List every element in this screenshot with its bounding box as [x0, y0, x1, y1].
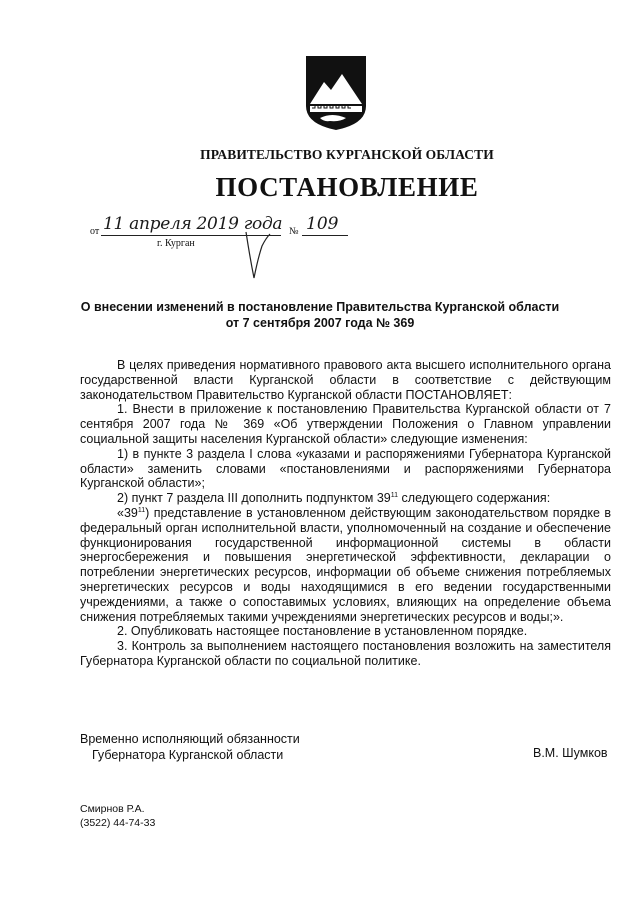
- handwritten-date: 11 апреля 2019 года: [103, 214, 283, 234]
- date-prefix: от: [90, 226, 100, 237]
- executor-info: [80, 802, 155, 830]
- signatory-position-line-2: Губернатора Курганской области: [92, 748, 284, 762]
- handwritten-flourish-icon: [240, 228, 280, 282]
- number-underline: [302, 235, 348, 236]
- signatory-position: [80, 731, 300, 763]
- item-3-paragraph: 3. Контроль за выполнением настоящего постановления возложить на заместителя Губернатора Курганской области по социальной политике.: [80, 639, 611, 668]
- executor-name: Смирнов Р.А.: [80, 803, 145, 815]
- handwritten-number: 109: [306, 214, 339, 234]
- new-subpoint-text: ) представление в установленном действующим законодательством порядке в федеральный орган исполнительной власти, уполномоченный на создание и обеспечение функционирования государственной информационной системы в области энергосбережения и повышения энергетической эффективности, декларации о потреблении энергетических ресурсов, информации об объеме снижения потребляемых энергетических ресурсов и воды находящимися в его ведении государственными учреждениями, а также о сопоставимых условиях, влияющих на определение объема снижения потребляемых такими учреждениями энергетических ресурсов и воды;».: [80, 505, 611, 624]
- document-body: [80, 358, 611, 669]
- kurgan-oblast-coat-of-arms-icon: [302, 52, 370, 132]
- signatory-position-line-1: Временно исполняющий обязанности: [80, 732, 300, 746]
- item-1-paragraph: 1. Внести в приложение к постановлению Правительства Курганской области от 7 сентября 2007 года № 369 «Об утверждении Положения о Главном управлении социальной защиты населения Курганской области» следующие изменения:: [80, 402, 611, 446]
- subitem-2-superscript: 11: [390, 492, 399, 500]
- issuing-city: г. Курган: [157, 238, 195, 249]
- number-prefix: №: [289, 226, 299, 237]
- new-subpoint-superscript: 11: [137, 506, 146, 514]
- document-type-title: ПОСТАНОВЛЕНИЕ: [215, 172, 479, 202]
- item-2-paragraph: 2. Опубликовать настоящее постановление в установленном порядке.: [117, 624, 528, 639]
- document-subject: [80, 299, 560, 331]
- subitem-1-paragraph: 1) в пункте 3 раздела I слова «указами и распоряжениями Губернатора Курганской области» заменить словами «постановлениями и распоряжениями Губернатора Курганской области»;: [80, 446, 611, 491]
- executor-phone: (3522) 44-74-33: [80, 817, 156, 829]
- signatory-name: В.М. Шумков: [533, 746, 608, 760]
- subitem-2-paragraph: [80, 491, 611, 506]
- new-subpoint-start: «39: [117, 505, 138, 520]
- preamble-paragraph: В целях приведения нормативного правового акта высшего исполнительного органа государственной власти Курганской области в соответствие с действующим законодательством Правительство Курганской области ПОСТАНОВЛЯЕТ:: [80, 358, 611, 402]
- new-subpoint-paragraph: [80, 506, 611, 624]
- organization-name: ПРАВИТЕЛЬСТВО КУРГАНСКОЙ ОБЛАСТИ: [200, 147, 494, 162]
- subject-line-2: от 7 сентября 2007 года № 369: [225, 316, 415, 330]
- subitem-2-text-end: следующего содержания:: [398, 491, 551, 506]
- subject-line-1: О внесении изменений в постановление Правительства Курганской области: [80, 300, 560, 314]
- subitem-2-text: 2) пункт 7 раздела III дополнить подпунктом 39: [117, 491, 391, 506]
